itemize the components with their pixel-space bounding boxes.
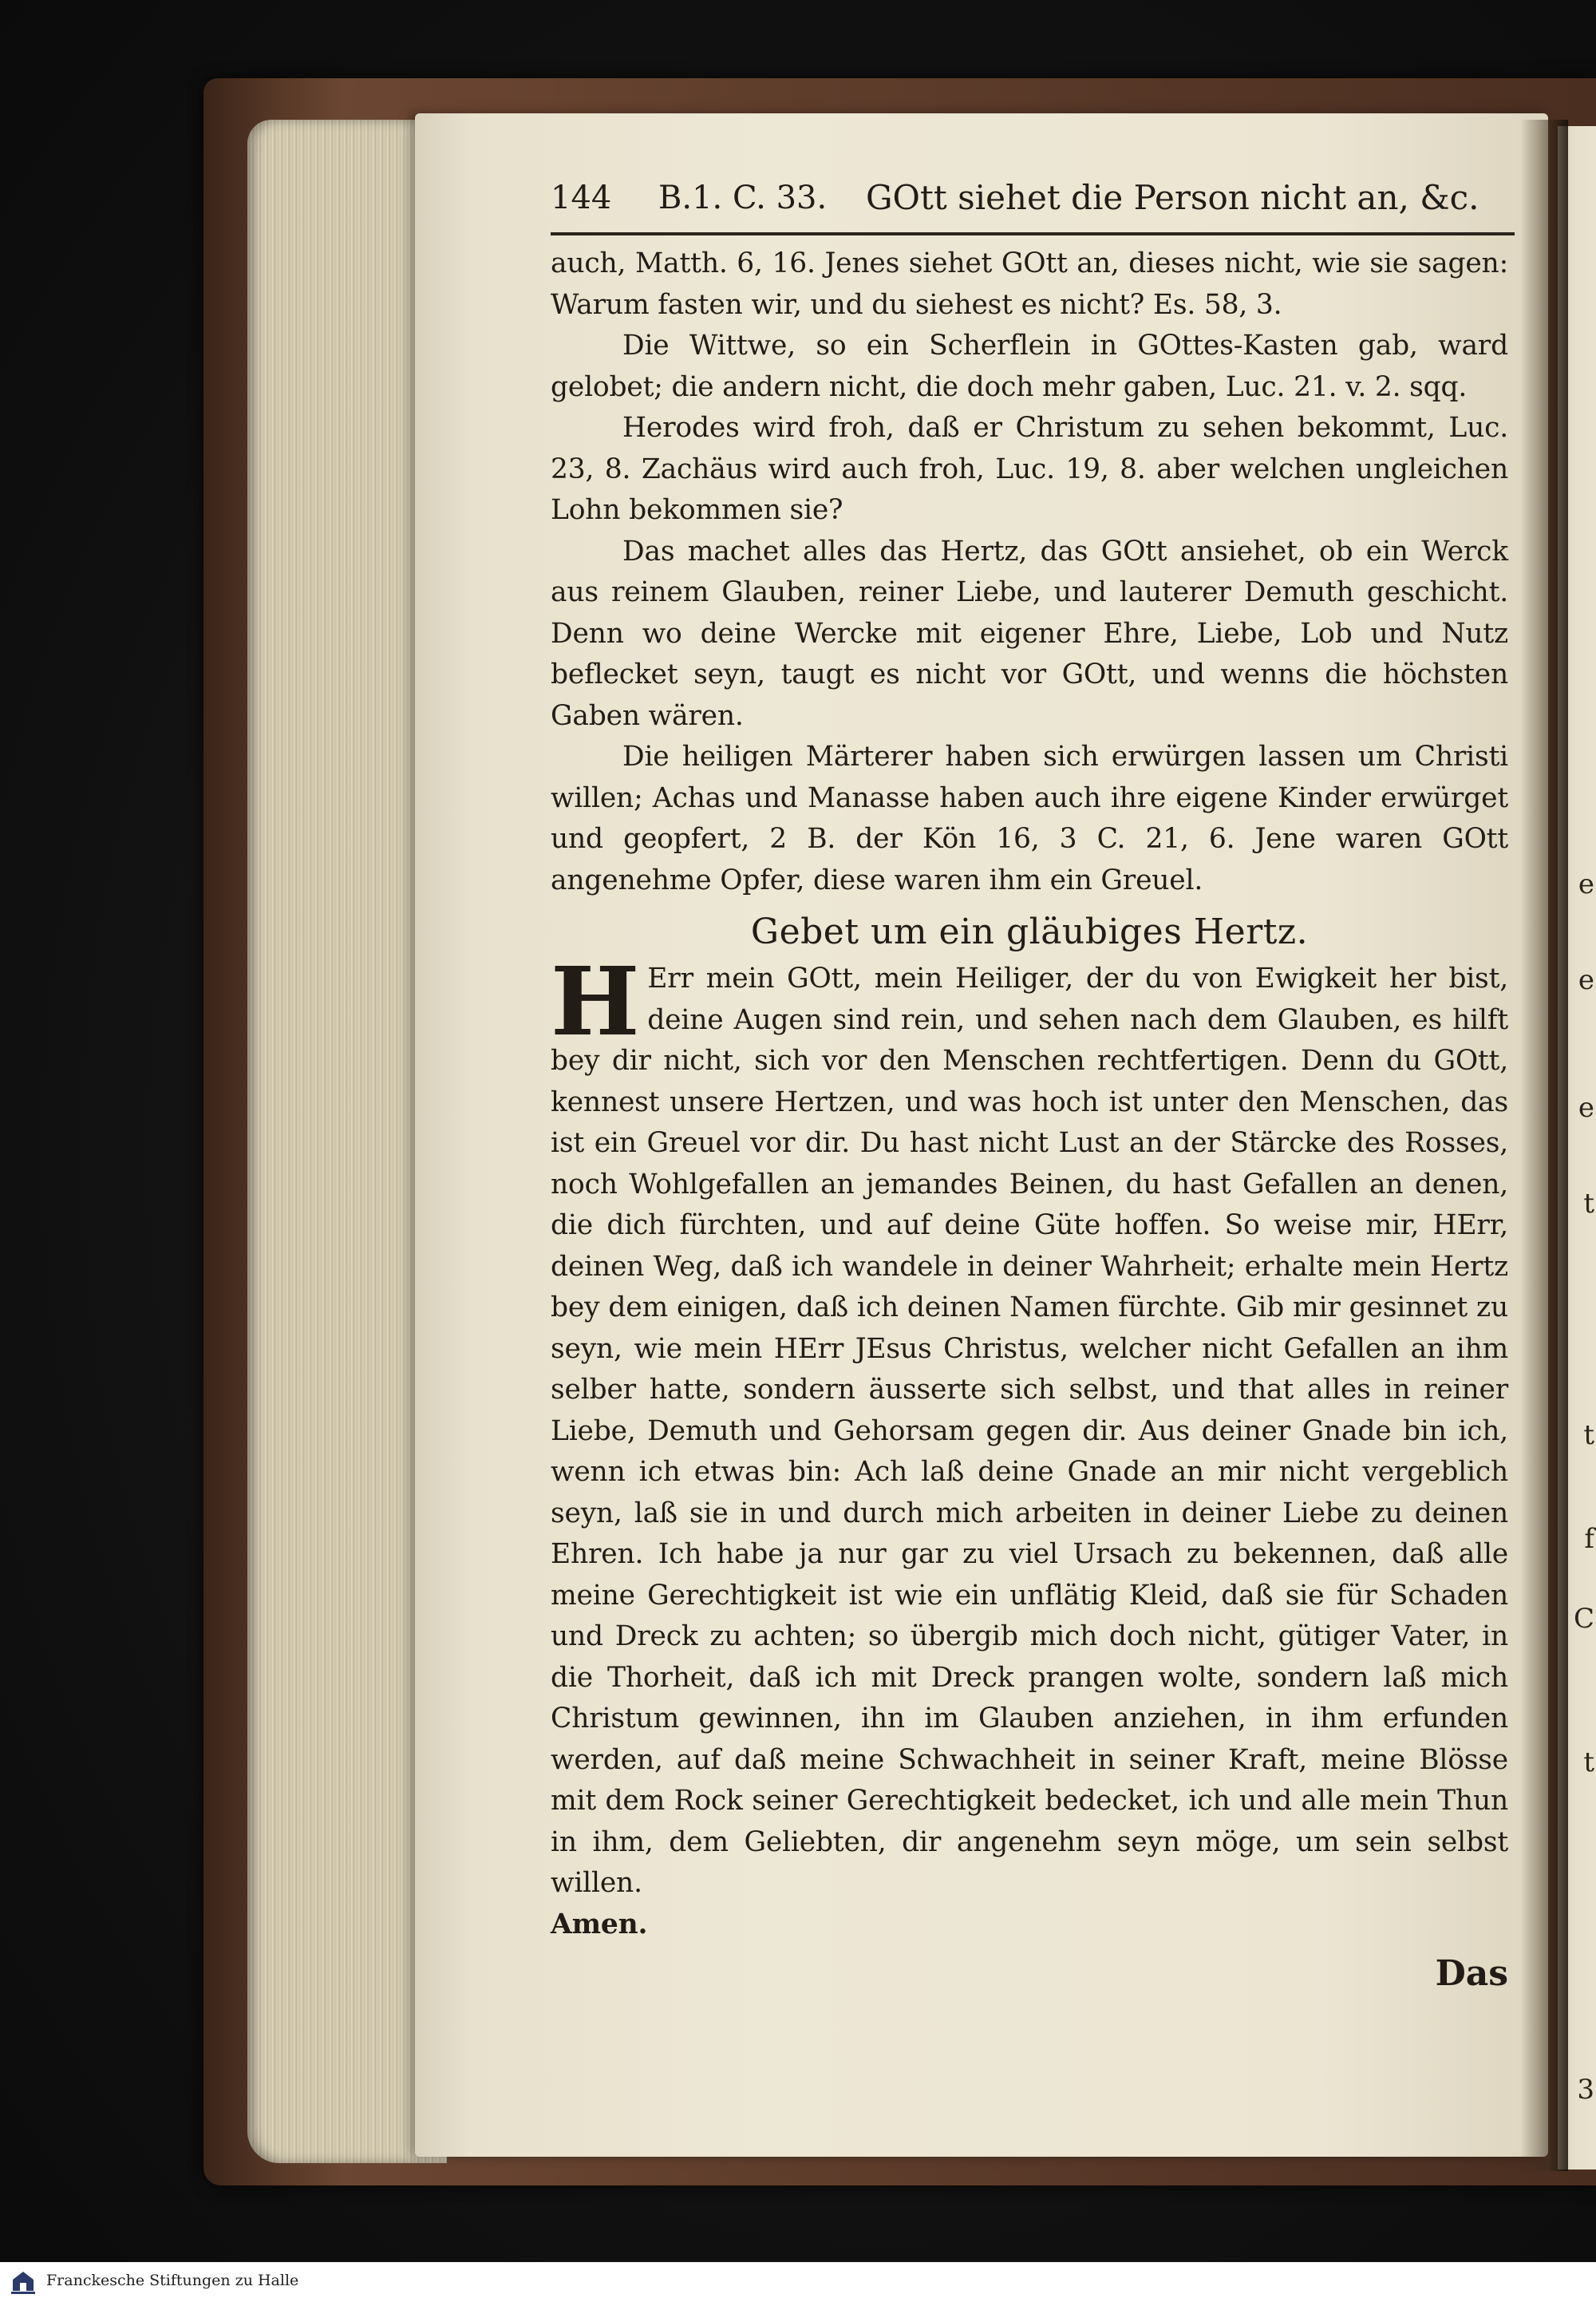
facing-page-glyph: 3	[1577, 2074, 1594, 2106]
gutter-shadow	[1520, 120, 1568, 2171]
drop-cap: H	[551, 946, 640, 1057]
prayer-title: Gebet um ein gläubiges Hertz.	[750, 912, 1309, 952]
credit-bar	[0, 2262, 1596, 2302]
running-title: GOtt siehet die Person nicht an, &c.	[866, 178, 1479, 217]
facing-page-glyph: e	[1578, 964, 1594, 996]
prayer-closing: Amen.	[551, 1908, 648, 1940]
facing-page-glyph: t	[1583, 1188, 1594, 1220]
body-paragraph: Die Wittwe, so ein Scherflein in GOttes-Kasten gab, ward gelobet; die andern nicht, die doch mehr gaben, Luc. 21. v. 2. sqq.	[551, 330, 1508, 403]
institution-logo-icon	[8, 2267, 38, 2297]
page-content	[551, 172, 1508, 1998]
body-paragraph: auch, Matth. 6, 16. Jenes siehet GOtt an, dieses nicht, wie sie sagen: Warum fasten wir, und du siehest es nicht? Es. 58, 3.	[551, 247, 1508, 321]
running-header	[551, 172, 1508, 224]
prayer-text: Err mein GOtt, mein Heiliger, der du von Ewigkeit her bist, deine Augen sind rein, und sehen nach dem Glauben, es hilft bey dir nicht, sich vor den Menschen rechtfertigen. Denn du GOtt, kennest unsere Hertzen, und was hoch ist unter den Menschen, das ist ein Greuel vor dir. Du hast nicht Lust an der Stärcke des Rosses, noch Wohlgefallen an jemandes Beinen, du hast Gefallen an denen, die dich fürchten, und auf deine Güte hoffen. So weise mir, HErr, deinen Weg, daß ich wandele in deiner Wahrheit; erhalte mein Hertz bey dem einigen, daß ich deinen Namen fürchte. Gib mir gesinnet zu seyn, wie mein HErr JEsus Christus, welcher nicht Gefallen an ihm selber hatte, sondern äusserte sich selbst, und that alles in reiner Liebe, Demuth und Gehorsam gegen dir. Aus deiner Gnade bin ich, wenn ich etwas bin: Ach laß deine Gnade an mir nicht vergeblich seyn, laß sie in und durch mich arbeiten in deiner Liebe zu deinen Ehren. Ich habe ja nur gar zu viel Ursach zu bekennen, daß alle meine Gerechtigkeit ist wie ein unflätig Kleid, daß sie für Schaden und Dreck zu achten; so übergib mich doch nicht, gütiger Vater, in die Thorheit, daß ich mit Dreck prangen wolte, sondern laß mich Christum gewinnen, ihn im Glauben anziehen, in ihm erfunden werden, auf daß meine Schwachheit in seiner Kraft, meine Blösse mit dem Rock seiner Gerechtigkeit bedecket, ich und alle mein Thun in ihm, dem Geliebten, dir angenehm seyn möge, um sein selbst willen.	[551, 963, 1508, 1899]
body-paragraph: Das machet alles das Hertz, das GOtt ansiehet, ob ein Werck aus reinem Glauben, reiner Liebe, und lauterer Demuth geschicht. Denn wo deine Wercke mit eigener Ehre, Liebe, Lob und Nutz beflecket seyn, taugt es nicht vor GOtt, und wenns die höchsten Gaben wären.	[551, 535, 1508, 732]
credit-text: Franckesche Stiftungen zu Halle	[46, 2272, 299, 2289]
facing-page-glyph: t	[1583, 1419, 1594, 1451]
catchword: Das	[1435, 1953, 1508, 1994]
prayer-text-block	[551, 946, 1508, 1945]
facing-page-glyph: e	[1578, 1092, 1594, 1124]
facing-page-glyph: f	[1584, 1523, 1594, 1555]
chapter-reference: B.1. C. 33.	[658, 180, 828, 216]
body-paragraph: Die heiligen Märterer haben sich erwürgen lassen um Christi willen; Achas und Manasse haben auch ihre eigene Kinder erwürget und geopfert, 2 B. der Kön 16, 3 C. 21, 6. Jene waren GOtt angenehme Opfer, diese waren ihm ein Greuel.	[551, 741, 1508, 896]
page-number: 144	[551, 180, 612, 216]
facing-page-glyph: C	[1573, 1603, 1594, 1635]
header-rule	[551, 232, 1515, 235]
body-paragraph: Herodes wird froh, daß er Christum zu sehen bekommt, Luc. 23, 8. Zachäus wird auch froh, Luc. 19, 8. aber welchen ungleichen Lohn bekommen sie?	[551, 412, 1508, 526]
facing-page-glyph: t	[1583, 1746, 1594, 1778]
facing-page-glyph: e	[1578, 868, 1594, 900]
